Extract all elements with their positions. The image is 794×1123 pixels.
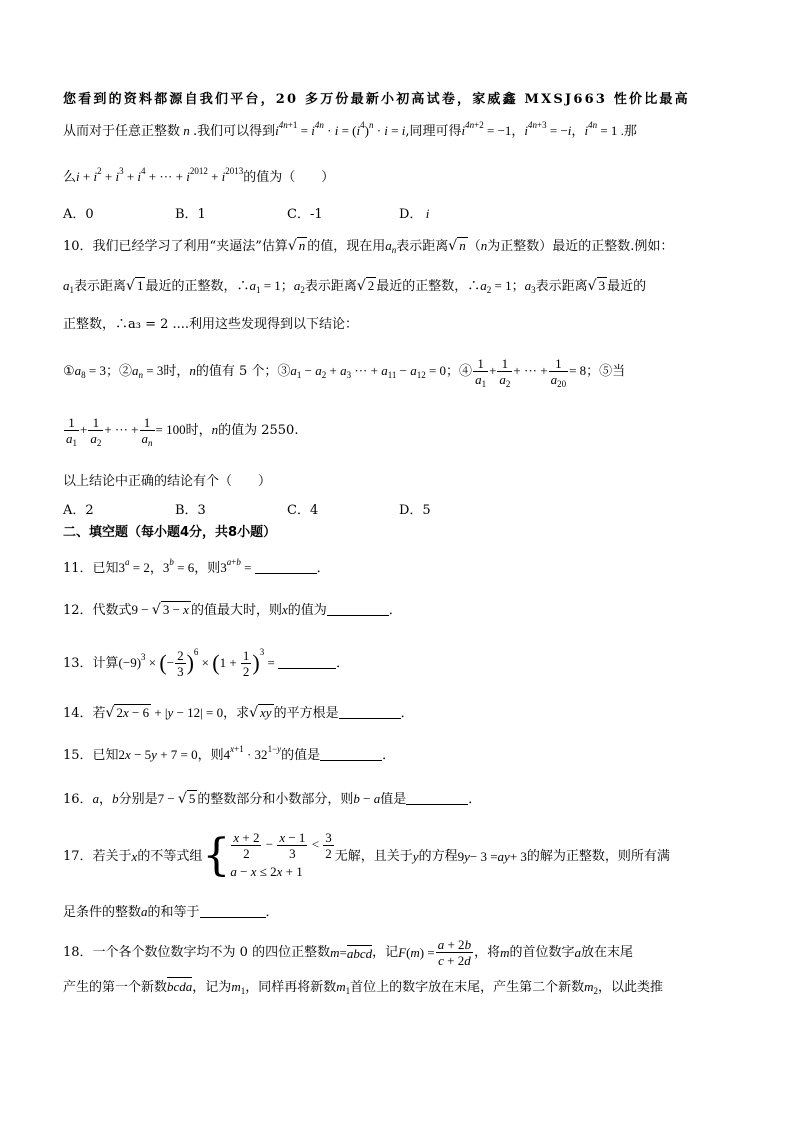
q15-answer-blank[interactable]	[320, 748, 382, 761]
q18-line-2: 产生的第一个新数bcda，记为$m_1$，同样再将新数$m_1$首位上的数字放在末尾，产生第二个新数$m_2$，以此类推	[63, 979, 664, 996]
q9-line-1: 从而对于任意正整数 n .我们可以得到$i^{4n+1} = i^{4n} \cdot i = (i^4)^n \cdot i = i$,同理可得$i^{4n+2} = -1$，$i^{4n+3} = -i$，$i^{4n} = 1$ .那	[63, 120, 637, 139]
system-brace: {	[202, 830, 231, 881]
q10-line-5: $\frac{1}{a_1}$ + $\frac{1}{a_2}$ + ··· + $\frac{1}{a_n}$ = 100时，n的值为 2550.	[66, 415, 299, 448]
q13-answer-blank[interactable]	[278, 656, 336, 669]
inequality-system: $\frac{x + 2}{2}$ − $\frac{x - 1}{3}$ < $\frac{3}{2}$ a − x ≤ 2x + 1	[230, 829, 332, 879]
q17-line-1: 17．若关于 x 的不等式组 { $\frac{x + 2}{2}$ − $\frac{x - 1}{3}$ < $\frac{3}{2}$ a − x ≤ 2x + 1 无解，且关于 y 的方程 9 y − 3 = ay + 3 的解为正整数，则所有满	[63, 829, 670, 881]
q17-answer-blank[interactable]	[200, 905, 266, 918]
q12-answer-blank[interactable]	[327, 603, 389, 616]
q16-line: 16．a，b分别是7 − √ 5 的整数部分和小数部分，则b − a值是 ．	[63, 791, 482, 807]
q11-answer-blank[interactable]	[255, 561, 317, 574]
q15-line: 15．已知2x − 5y + 7 = 0，则$4^{x+1} \cdot 32^{1-y}$的值是 ．	[63, 744, 396, 763]
q10-line-4: $①a_8 = 3$；$②a_n = 3$时，n的值有 5 个；$③a_1 - a_2 + a_3$ ··· + $a_{11} - a_{12} = 0$；④ $\frac{1}{a_1}$ + $\frac{1}{a_2}$ + ··· + $\frac{1}{a_{20}}$ = 8；⑤当	[63, 356, 626, 389]
q17-line-2: 足条件的整数a的和等于 ．	[63, 904, 279, 920]
q9-option-a[interactable]: A．0	[63, 207, 94, 222]
q10-option-b[interactable]: B．3	[175, 503, 206, 518]
q10-line-6: 以上结论中正确的结论有个（ ）	[63, 474, 272, 489]
q10-option-d[interactable]: D．5	[399, 503, 431, 518]
q10-option-a[interactable]: A．2	[63, 503, 94, 518]
q13-line: 13．计算$(-9)^3$ × (− $\frac{2}{3}$ )$^6$ × (1 + $\frac{1}{2}$ )$^3$ = ．	[63, 647, 350, 679]
q10-line-1: 10．我们已经学习了利用“夹逼法”估算√ n 的值，现在用$a_n$表示距离√ n （n为正整数）最近的正整数.例如：	[63, 238, 674, 255]
q10-option-c[interactable]: C．4	[287, 503, 319, 518]
q9-option-c[interactable]: C．-1	[287, 207, 323, 222]
q14-line: 14．若√ 2x − 6 + |y − 12| = 0，求√ xy 的平方根是 ．	[63, 705, 414, 721]
q10-line-3: 正整数，∴a₃ = 2 ....利用这些发现得到以下结论：	[63, 317, 359, 332]
section-heading: 二、填空题（每小题4分，共8小题）	[63, 525, 277, 540]
q12-line: 12．代数式9 − √ 3 − x 的值最大时，则x的值为 ．	[63, 602, 402, 618]
q9-option-b[interactable]: B．1	[175, 207, 206, 222]
q14-answer-blank[interactable]	[339, 706, 401, 719]
ad-line: 您看到的资料都源自我们平台，20 多万份最新小初高试卷，家威鑫 MXSJ663 性价比最高	[63, 92, 690, 107]
q18-line-1: 18．一个各个数位数字均不为 0 的四位正整数 m = abcd ，记 F ( m ) = $\frac{a + 2b}{c + 2d}$ ，将 m 的首位数字 a 放在末尾	[63, 936, 633, 968]
q16-answer-blank[interactable]	[406, 792, 468, 805]
q9-line-2: 么$i + i^2 + i^3 + i^4$ + ··· + $i^{2012} + i^{2013}$的值为（ ）	[63, 166, 335, 185]
q10-line-2: $a_1$表示距离√ 1 最近的正整数，$\therefore a_1 = 1$；$a_2$表示距离√ 2 最近的正整数，$\therefore a_2 = 1$；$a_3$表示距离√ 3 最近的	[63, 278, 647, 295]
q9-option-d[interactable]: D． i	[399, 206, 430, 222]
q11-line: 11．已知$3^a = 2$，$3^b = 6$，则$3^{a+b}$ = ．	[63, 557, 330, 576]
